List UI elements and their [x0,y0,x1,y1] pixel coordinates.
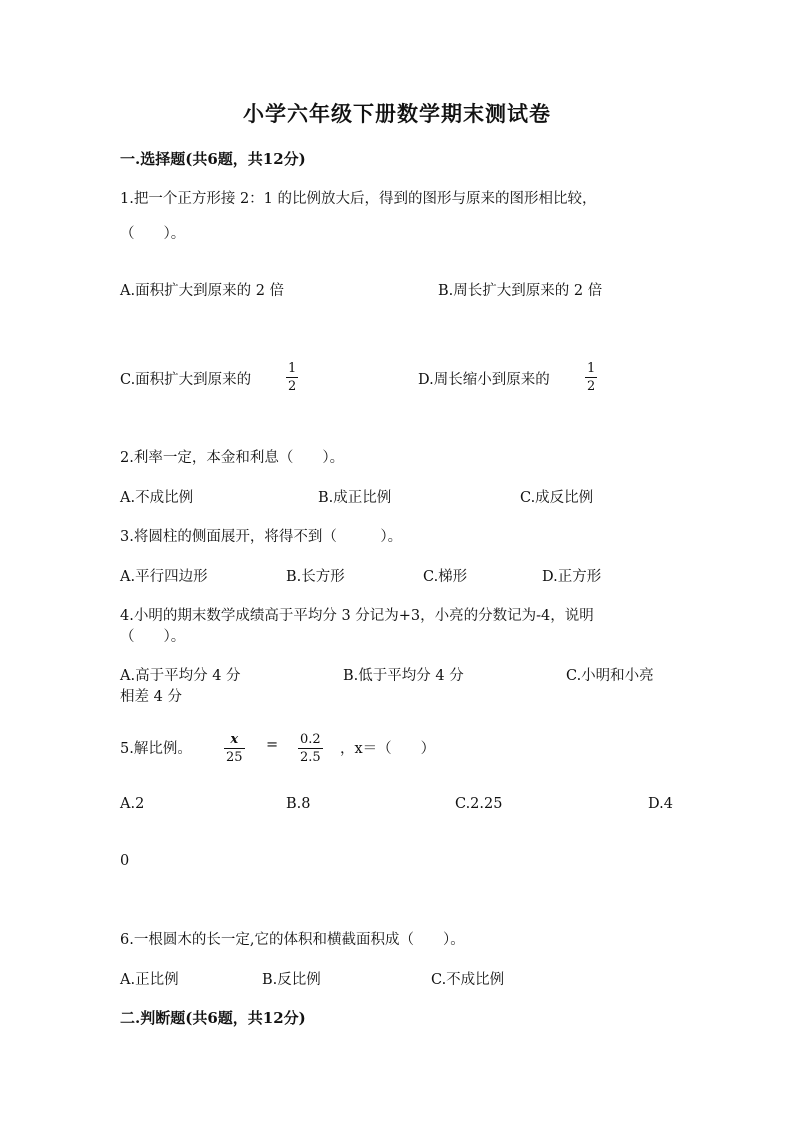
question-4-stem-cont: （ ）。 [120,629,186,645]
fraction-numerator: 1 [587,361,596,376]
question-5-stem-suffix: ，x＝（ ） [340,741,436,757]
question-3-option-d[interactable]: D.正方形 [542,569,602,585]
question-6-option-a[interactable]: A.正比例 [120,972,179,988]
fraction-0.2-over-2.5 [298,733,323,764]
fraction-x-over-25 [224,733,245,764]
question-2-option-c[interactable]: C.成反比例 [520,490,594,506]
fraction-numerator: x [230,732,239,747]
fraction-one-half [585,362,597,393]
question-4-option-c-cont: 相差 4 分 [120,689,182,705]
question-3-stem: 3.将圆柱的侧面展开，将得不到（ ）。 [120,529,403,545]
section-heading-choice: 一.选择题(共6题，共12分) [120,150,306,168]
page-title: 小学六年级下册数学期末测试卷 [243,101,551,126]
fraction-denominator: 2 [288,379,297,394]
fraction-one-half [286,362,298,393]
question-5-stem-prefix: 5.解比例。 [120,741,192,757]
question-3-option-c[interactable]: C.梯形 [423,569,468,585]
question-1-option-a[interactable]: A.面积扩大到原来的 2 倍 [120,283,285,299]
fraction-denominator: 25 [226,750,243,765]
question-3-option-a[interactable]: A.平行四边形 [120,569,208,585]
question-1-option-c[interactable]: C.面积扩大到原来的 [120,372,252,388]
fraction-denominator: 2 [587,379,596,394]
question-5-option-b[interactable]: B.8 [286,796,311,812]
section-heading-judge: 二.判断题(共6题，共12分) [120,1009,306,1027]
question-6-stem: 6.一根圆木的长一定,它的体积和横截面积成（ ）。 [120,932,465,948]
question-4-option-c[interactable]: C.小明和小亮 [566,668,654,684]
question-2-option-b[interactable]: B.成正比例 [318,490,392,506]
question-4-stem: 4.小明的期末数学成绩高于平均分 3 分记为+3，小亮的分数记为-4，说明 [120,608,594,624]
question-1-stem-cont: （ ）。 [120,226,186,242]
fraction-numerator: 0.2 [300,732,321,747]
question-2-option-a[interactable]: A.不成比例 [120,490,194,506]
question-4-option-b[interactable]: B.低于平均分 4 分 [343,668,464,684]
question-1-stem: 1.把一个正方形接 2：1 的比例放大后，得到的图形与原来的图形相比较， [120,191,597,207]
question-1-option-d[interactable]: D.周长缩小到原来的 [418,372,550,388]
question-5-option-c[interactable]: C.2.25 [455,796,503,812]
fraction-numerator: 1 [288,361,297,376]
equals-sign: = [266,737,279,753]
question-6-option-c[interactable]: C.不成比例 [431,972,505,988]
question-5-option-d[interactable]: D.4 [648,796,673,812]
question-2-stem: 2.利率一定，本金和利息（ ）。 [120,450,345,466]
fraction-denominator: 2.5 [300,750,321,765]
question-6-option-b[interactable]: B.反比例 [262,972,321,988]
question-3-option-b[interactable]: B.长方形 [286,569,345,585]
question-1-option-b[interactable]: B.周长扩大到原来的 2 倍 [438,283,603,299]
question-5-option-a[interactable]: A.2 [120,796,145,812]
question-4-option-a[interactable]: A.高于平均分 4 分 [120,668,241,684]
question-5-option-d-cont: 0 [120,853,130,869]
